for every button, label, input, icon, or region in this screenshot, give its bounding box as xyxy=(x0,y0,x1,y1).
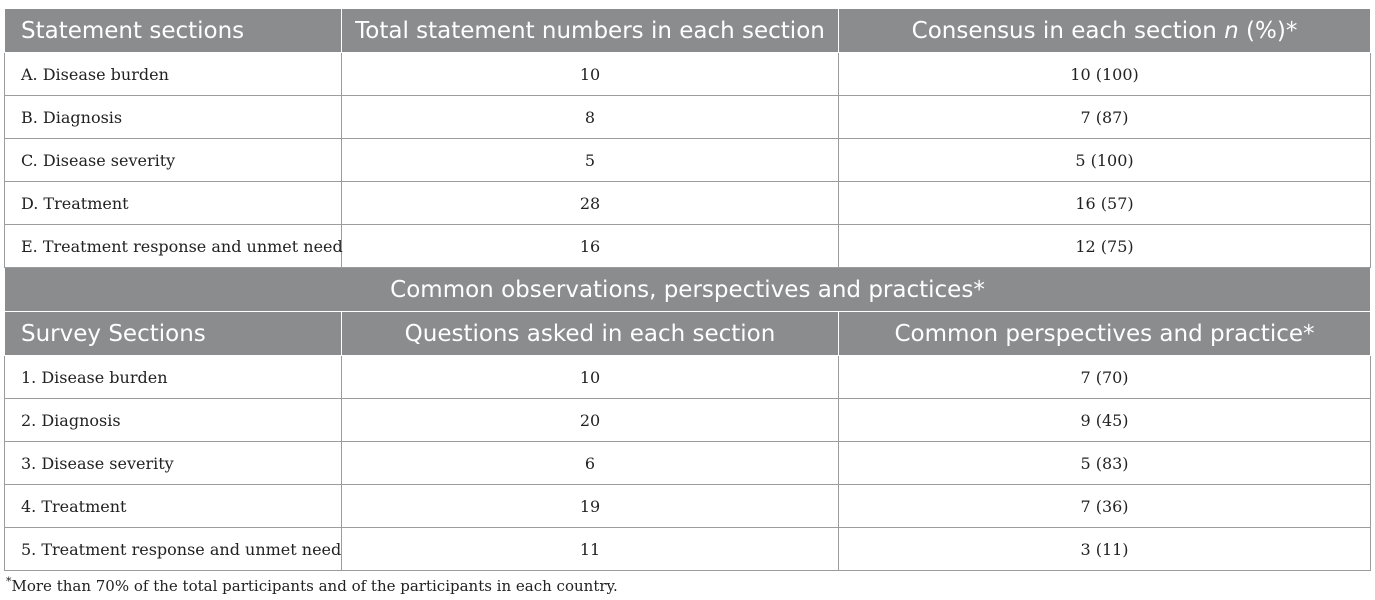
header-common-perspectives: Common perspectives and practice* xyxy=(839,312,1371,356)
table-row xyxy=(5,96,1371,139)
statement-total-cell: 16 xyxy=(342,225,839,268)
table-row xyxy=(5,225,1371,268)
statement-total-cell: 28 xyxy=(342,182,839,225)
consensus-cell: 12 (75) xyxy=(839,225,1371,268)
table-row xyxy=(5,399,1371,442)
survey-section-cell: 4. Treatment xyxy=(5,485,342,528)
questions-cell: 6 xyxy=(342,442,839,485)
footnote-text: More than 70% of the total participants and of the participants in each country. xyxy=(11,577,618,595)
consensus-cell: 16 (57) xyxy=(839,182,1371,225)
statement-section-cell: C. Disease severity xyxy=(5,139,342,182)
consensus-cell: 10 (100) xyxy=(839,53,1371,96)
consensus-cell: 5 (100) xyxy=(839,139,1371,182)
header-row-survey xyxy=(5,312,1371,356)
common-cell: 9 (45) xyxy=(839,399,1371,442)
footnote-marker: * xyxy=(6,575,12,588)
table-row xyxy=(5,53,1371,96)
header-consensus-suffix: (%)* xyxy=(1238,17,1298,44)
common-cell: 5 (83) xyxy=(839,442,1371,485)
common-cell: 7 (70) xyxy=(839,356,1371,399)
statement-section-cell: B. Diagnosis xyxy=(5,96,342,139)
header-consensus xyxy=(839,9,1371,53)
header-survey-sections: Survey Sections xyxy=(5,312,342,356)
survey-section-cell: 3. Disease severity xyxy=(5,442,342,485)
header-consensus-n: n xyxy=(1224,17,1239,44)
results-table xyxy=(4,8,1371,571)
table-row xyxy=(5,182,1371,225)
statement-section-cell: D. Treatment xyxy=(5,182,342,225)
statement-section-cell: A. Disease burden xyxy=(5,53,342,96)
header-total-statement-numbers: Total statement numbers in each section xyxy=(342,9,839,53)
questions-cell: 11 xyxy=(342,528,839,571)
statement-total-cell: 8 xyxy=(342,96,839,139)
statement-section-cell: E. Treatment response and unmet need xyxy=(5,225,342,268)
band-title: Common observations, perspectives and practices* xyxy=(5,268,1371,312)
survey-section-cell: 1. Disease burden xyxy=(5,356,342,399)
common-cell: 7 (36) xyxy=(839,485,1371,528)
header-questions-asked: Questions asked in each section xyxy=(342,312,839,356)
statement-total-cell: 10 xyxy=(342,53,839,96)
table-row xyxy=(5,528,1371,571)
statement-total-cell: 5 xyxy=(342,139,839,182)
header-statement-sections: Statement sections xyxy=(5,9,342,53)
table-row xyxy=(5,442,1371,485)
consensus-cell: 7 (87) xyxy=(839,96,1371,139)
band-row xyxy=(5,268,1371,312)
questions-cell: 10 xyxy=(342,356,839,399)
table-row xyxy=(5,139,1371,182)
table-row xyxy=(5,485,1371,528)
header-consensus-prefix: Consensus in each section xyxy=(911,17,1225,44)
table-row xyxy=(5,356,1371,399)
common-cell: 3 (11) xyxy=(839,528,1371,571)
survey-section-cell: 2. Diagnosis xyxy=(5,399,342,442)
questions-cell: 19 xyxy=(342,485,839,528)
header-row-statements xyxy=(5,9,1371,53)
survey-section-cell: 5. Treatment response and unmet need xyxy=(5,528,342,571)
table-footnote xyxy=(6,575,618,595)
questions-cell: 20 xyxy=(342,399,839,442)
